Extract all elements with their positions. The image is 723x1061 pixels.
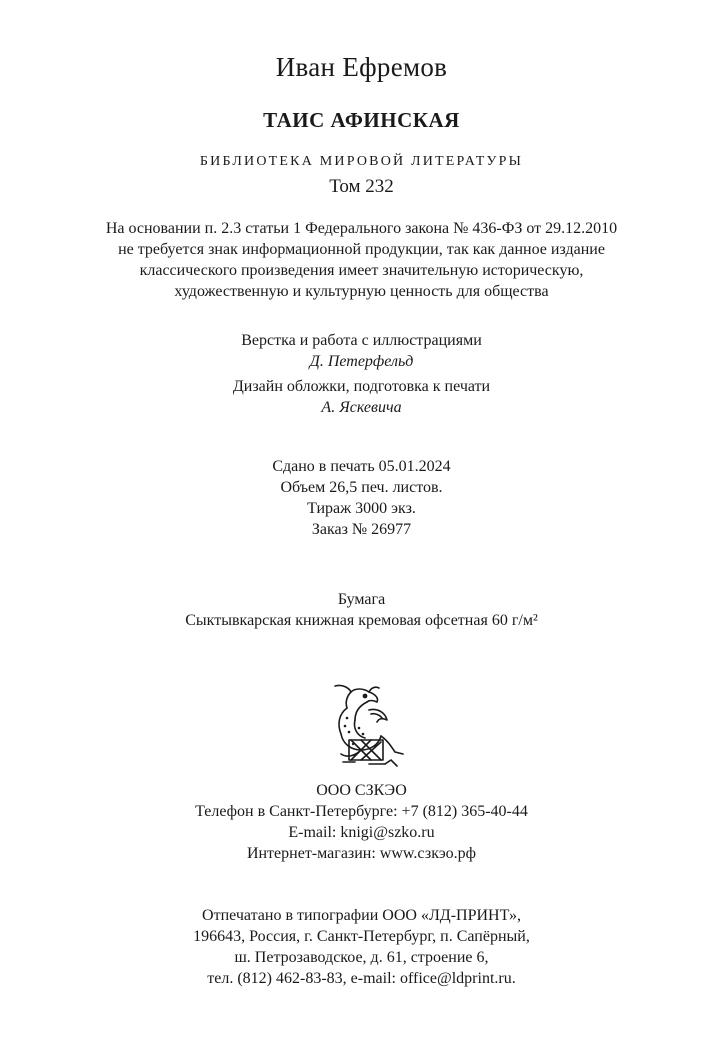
legal-notice-line: классического произведения имеет значительную историческую, [139, 262, 584, 279]
order-number: Заказ № 26977 [311, 521, 412, 538]
printer-line: ш. Петрозаводское, д. 61, строение 6, [234, 949, 489, 966]
print-volume: Объем 26,5 печ. листов. [280, 479, 443, 496]
volume-number: Том 232 [329, 176, 394, 197]
book-title: ТАИС АФИНСКАЯ [263, 108, 460, 132]
legal-notice-line: художественную и культурную ценность для общества [174, 283, 549, 300]
credit-cover-role: Дизайн обложки, подготовка к печати [232, 378, 491, 395]
legal-notice-line: На основании п. 2.3 статьи 1 Федерального закона № 436-ФЗ от 29.12.2010 [105, 220, 618, 237]
credit-cover-name: А. Яскевича [321, 399, 402, 416]
publisher-email: E-mail: knigi@szko.ru [288, 824, 435, 841]
print-run: Тираж 3000 экз. [307, 500, 416, 517]
series-name: БИБЛИОТЕКА МИРОВОЙ ЛИТЕРАТУРЫ [199, 154, 524, 169]
publisher-shop: Интернет-магазин: www.сзкэо.рф [246, 845, 477, 862]
dragon-emblem-icon [325, 682, 411, 768]
publisher-phone: Телефон в Санкт-Петербурге: +7 (812) 365-40-44 [195, 803, 528, 820]
legal-notice-line: не требуется знак информационной продукции, так как данное издание [118, 241, 605, 258]
book-author: Иван Ефремов [275, 52, 448, 82]
printer-line: тел. (812) 462-83-83, e-mail: office@ldprint.ru. [207, 970, 516, 987]
print-date: Сдано в печать 05.01.2024 [272, 458, 451, 475]
printer-line: 196643, Россия, г. Санкт-Петербург, п. Сапёрный, [193, 928, 530, 945]
credit-layout-role: Верстка и работа с иллюстрациями [241, 332, 482, 349]
printer-line: Отпечатано в типографии ООО «ЛД-ПРИНТ», [202, 907, 521, 924]
paper-label: Бумага [337, 591, 386, 608]
paper-description: Сыктывкарская книжная кремовая офсетная 60 г/м² [185, 612, 538, 629]
publisher-name: ООО СЗКЭО [316, 782, 407, 799]
credit-layout-name: Д. Петерфельд [309, 353, 414, 370]
